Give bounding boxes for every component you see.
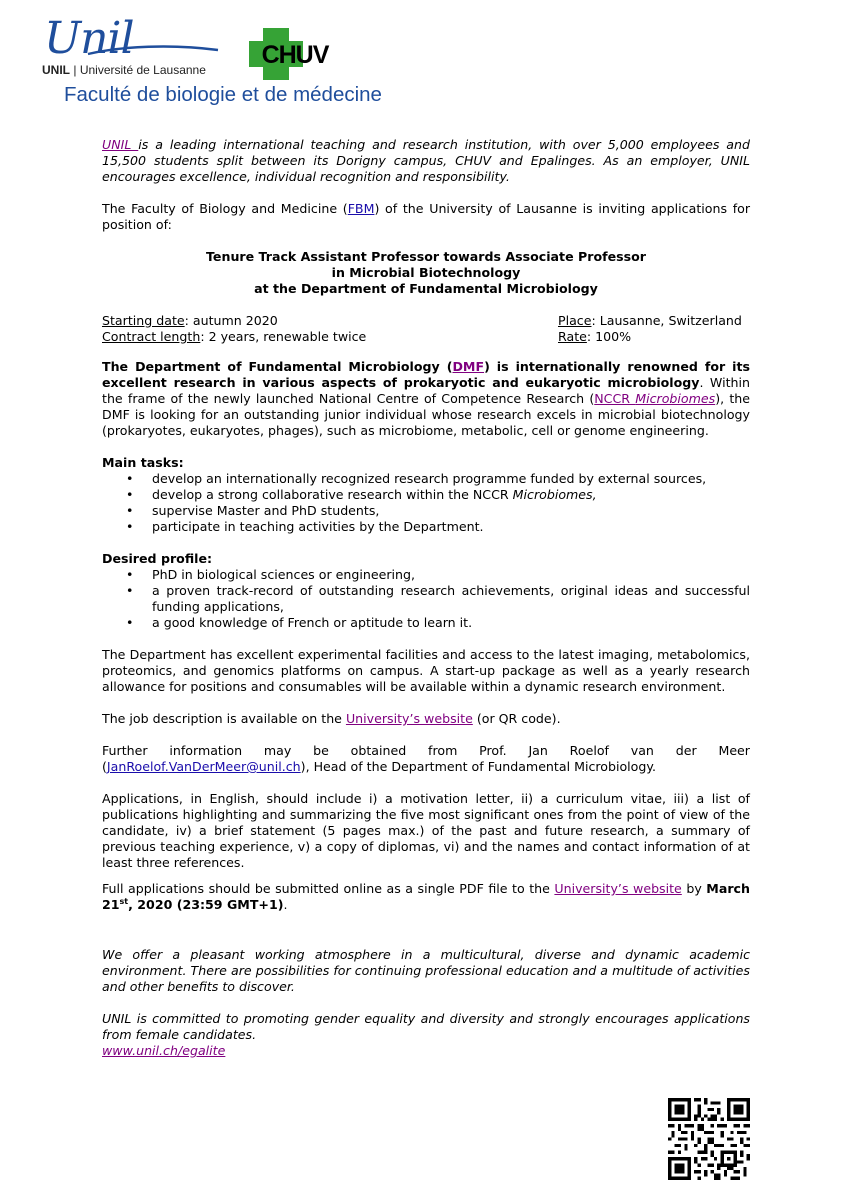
further-info-paragraph: Further information may be obtained from Prof. Jan Roelof van der Meer (JanRoelof.VanDerMeer@unil.ch), Head of the Department of Fundamental Microbiology. bbox=[102, 743, 750, 774]
desired-profile-heading: Desired profile: bbox=[102, 551, 213, 566]
faculty-paragraph: The Faculty of Biology and Medicine (FBM) of the University of Lausanne is inviting applications for position of: bbox=[102, 201, 751, 232]
submission-website-link[interactable]: University’s website bbox=[554, 881, 682, 896]
list-item: • participate in teaching activities by the Department. bbox=[102, 519, 750, 535]
chuv-logo-text: CHUV bbox=[261, 41, 329, 69]
list-item: • develop an internationally recognized research programme funded by external sources, bbox=[102, 471, 750, 487]
department-paragraph: The Department of Fundamental Microbiology (DMF) is internationally renowned for its excellent research in various aspects of prokaryotic and eukaryotic microbiology. Within the frame of the newly launched National Centre of Competence Research (NCCR Microbiomes), the DMF is looking for an outstanding junior individual whose research excels in microbial biotechnology (prokaryotes, eukaryotes, phages), such as microbiome, metabolic, cell or genome engineering. bbox=[102, 359, 751, 438]
contract-length: Contract length: 2 years, renewable twice bbox=[102, 329, 367, 344]
chuv-logo bbox=[249, 28, 341, 80]
egalite-link[interactable]: www.unil.ch/egalite bbox=[102, 1043, 226, 1058]
list-item: • a proven track-record of outstanding research achievements, original ideas and successful funding applications, bbox=[102, 583, 750, 615]
main-tasks-heading: Main tasks: bbox=[102, 455, 184, 470]
faculty-title: Faculté de biologie et de médecine bbox=[64, 83, 382, 106]
nccr-link[interactable]: NCCR Microbiomes bbox=[594, 391, 716, 406]
desired-profile-list bbox=[102, 567, 750, 631]
list-item: • PhD in biological sciences or engineering, bbox=[102, 567, 750, 583]
place: Place: Lausanne, Switzerland bbox=[558, 313, 742, 328]
rate: Rate: 100% bbox=[558, 329, 632, 344]
job-description-paragraph: The job description is available on the University’s website (or QR code). bbox=[102, 711, 561, 726]
list-item: • supervise Master and PhD students, bbox=[102, 503, 750, 519]
starting-date: Starting date: autumn 2020 bbox=[102, 313, 278, 328]
unil-link[interactable]: UNIL bbox=[102, 137, 139, 152]
atmosphere-paragraph: We offer a pleasant working atmosphere in a multicultural, diverse and dynamic academic environment. There are possibilities for continuing professional education and a multitude of activities and other benefits to discover. bbox=[102, 947, 750, 994]
university-website-link[interactable]: University’s website bbox=[345, 711, 473, 726]
qr-code-icon[interactable] bbox=[668, 1098, 750, 1180]
position-title: Tenure Track Assistant Professor towards Associate Professor in Microbial Biotechnology at the Department of Fundamental Microbiology bbox=[206, 249, 646, 296]
submission-paragraph: Full applications should be submitted online as a single PDF file to the University’s website by March 21st, 2020 (23:59 GMT+1). bbox=[102, 881, 750, 912]
intro-paragraph: UNIL is a leading international teaching and research institution, with over 5,000 employees and 15,500 students split between its Dorigny campus, CHUV and Epalinges. As an employer, UNIL encourages excellence, individual recognition and responsibility. bbox=[102, 137, 751, 184]
equality-link-line bbox=[102, 1043, 750, 1059]
applications-paragraph: Applications, in English, should include i) a motivation letter, ii) a curriculum vitae, iii) a list of publications highlighting and summarizing the five most significant ones from the point of view of the candidate, iv) a brief statement (5 pages max.) of the past and future research, a summary of previous teaching experience, v) a copy of diplomas, vi) and the names and contact information of at least three references. bbox=[102, 791, 750, 870]
position-details bbox=[102, 313, 750, 345]
main-tasks-list bbox=[102, 471, 750, 535]
dmf-link[interactable]: DMF bbox=[452, 359, 485, 374]
deadline: March 21st, 2020 (23:59 GMT+1) bbox=[102, 881, 750, 912]
equality-paragraph: UNIL is committed to promoting gender equality and diversity and strongly encourages applications from female candidates. bbox=[102, 1011, 750, 1042]
email-link[interactable]: JanRoelof.VanDerMeer@unil.ch bbox=[106, 759, 301, 774]
list-item: • a good knowledge of French or aptitude to learn it. bbox=[102, 615, 750, 631]
posting-body bbox=[102, 137, 750, 1059]
fbm-link[interactable]: FBM bbox=[347, 201, 375, 216]
list-item: • develop a strong collaborative research within the NCCR Microbiomes, bbox=[102, 487, 750, 503]
facilities-paragraph: The Department has excellent experimental facilities and access to the latest imaging, metabolomics, proteomics, and genomics platforms on campus. A start-up package as well as a yearly research allowance for positions and consumables will be available within a dynamic research environment. bbox=[102, 647, 750, 694]
unil-swoosh-icon bbox=[82, 16, 222, 70]
unil-script-logo: Unil bbox=[44, 13, 134, 64]
unil-subtitle: UNIL | Université de Lausanne bbox=[42, 63, 206, 77]
